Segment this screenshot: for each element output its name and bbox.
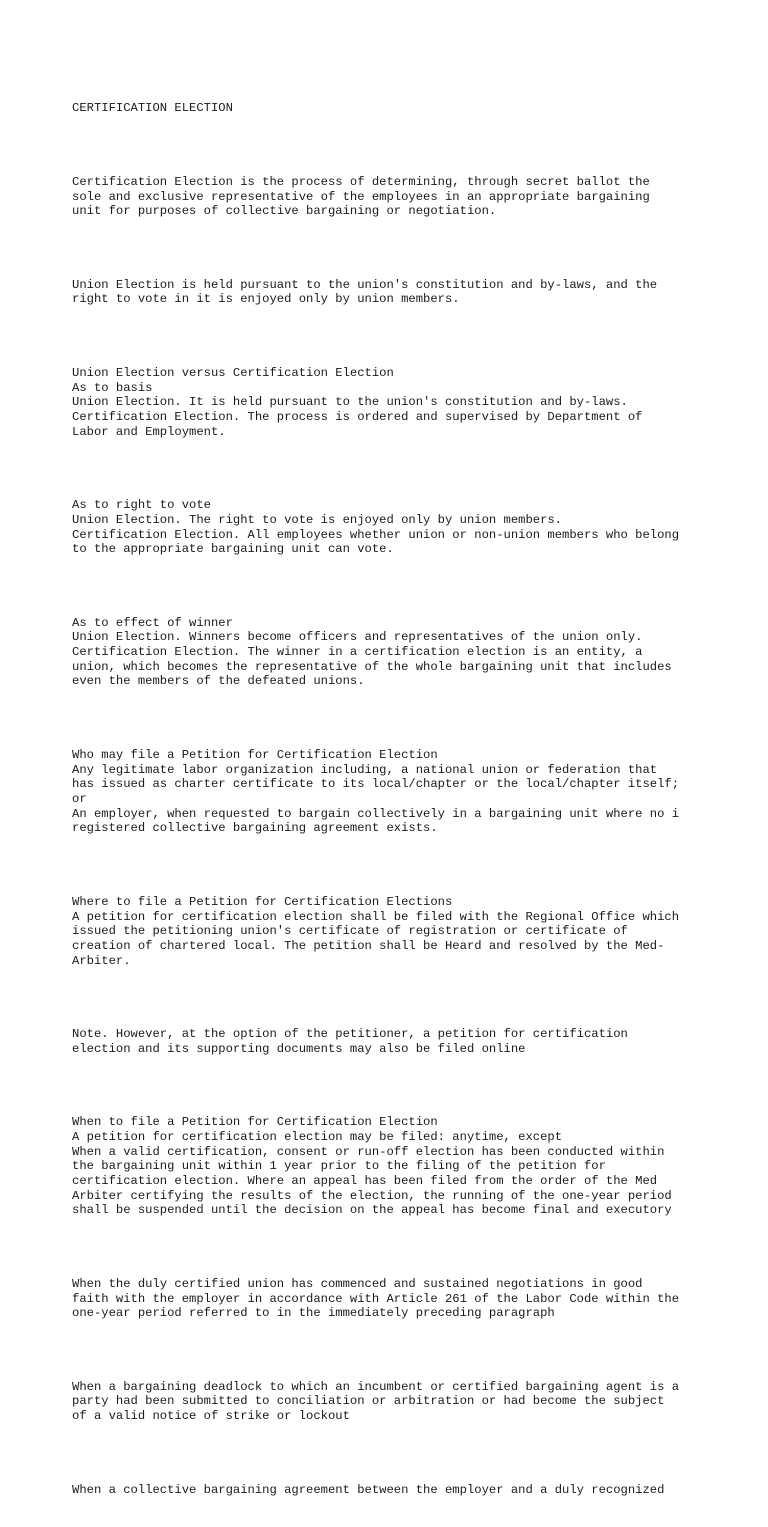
paragraph-cba [72,1483,762,1498]
section-heading: Where to file a Petition for Certification Elections [72,894,453,909]
text-line: Certification Election. The winner in a certification election is an entity, a [72,645,643,660]
text-line: Any legitimate labor organization including, a national union or federation that [72,762,658,777]
text-line: An employer, when requested to bargain collectively in a bargaining unit where no i [72,806,680,821]
text-line: union, which becomes the representative of the whole bargaining unit that includes [72,659,672,674]
text-line: issued the petitioning union's certificate of registration or certificate of [72,924,628,939]
text-line: sole and exclusive representative of the employees in an appropriate bargaining [72,189,650,204]
section-heading: When to file a Petition for Certification Election [72,1115,438,1130]
text-line: election and its supporting documents may also be filed online [72,1041,526,1056]
text-line: Union Election. The right to vote is enjoyed only by union members. [72,512,563,527]
text-line: Certification Election. All employees whether union or non-union members who belong [72,527,680,542]
text-line: Arbiter. [72,953,131,968]
text-line: CERTIFICATION ELECTION [72,101,233,116]
text-line: has issued as charter certificate to its local/chapter or the local/chapter itself; [72,777,680,792]
paragraph-who-may-file [72,748,762,836]
paragraph-right-to-vote [72,498,762,557]
text-line: of a valid notice of strike or lockout [72,1409,350,1424]
text-line: party had been submitted to conciliation or arbitration or had become the subject [72,1394,665,1409]
text-line: right to vote in it is enjoyed only by union members. [72,292,460,307]
paragraph-basis [72,366,762,439]
text-line: Arbiter certifying the results of the election, the running of the one-year period [72,1188,672,1203]
text-line: Labor and Employment. [72,424,226,439]
paragraph-negotiations [72,1277,762,1321]
text-line: Certification Election is the process of determining, through secret ballot the [72,174,650,189]
paragraph-effect-of-winner [72,616,762,689]
text-line: When a bargaining deadlock to which an incumbent or certified bargaining agent is a [72,1379,680,1394]
paragraph-note [72,1027,762,1056]
document-body [72,72,762,1527]
section-heading: Union Election versus Certification Election [72,365,394,380]
text-line: Note. However, at the option of the petitioner, a petition for certification [72,1027,628,1042]
text-line: faith with the employer in accordance with Article 261 of the Labor Code within the [72,1291,680,1306]
text-line: creation of chartered local. The petition shall be Heard and resolved by the Med- [72,938,665,953]
paragraph-union-election [72,278,762,307]
text-line: Union Election is held pursuant to the union's constitution and by-laws, and the [72,277,658,292]
text-line: When a valid certification, consent or run-off election has been conducted within [72,1144,665,1159]
text-line: even the members of the defeated unions. [72,674,365,689]
text-line: unit for purposes of collective bargaining or negotiation. [72,204,497,219]
text-line: When a collective bargaining agreement between the employer and a duly recognized [72,1482,665,1497]
section-heading: Who may file a Petition for Certification Election [72,747,438,762]
text-line: the bargaining unit within 1 year prior to the filing of the petition for [72,1159,606,1174]
document-title [72,101,762,116]
text-line: certification election. Where an appeal has been filed from the order of the Med [72,1174,658,1189]
text-line: registered collective bargaining agreement exists. [72,821,438,836]
paragraph-where-to-file [72,895,762,968]
text-line: Union Election. It is held pursuant to the union's constitution and by-laws. [72,395,628,410]
text-line: A petition for certification election may be filed: anytime, except [72,1129,563,1144]
paragraph-deadlock [72,1380,762,1424]
text-line: As to effect of winner [72,615,233,630]
text-line: A petition for certification election shall be filed with the Regional Office which [72,909,680,924]
text-line: one-year period referred to in the immediately preceding paragraph [72,1306,555,1321]
text-line: As to right to vote [72,498,211,513]
text-line: Union Election. Winners become officers and representatives of the union only. [72,630,643,645]
text-line: Certification Election. The process is ordered and supervised by Department of [72,409,643,424]
paragraph-definition [72,175,762,219]
text-line: or [72,792,87,806]
text-line: to the appropriate bargaining unit can vote. [72,542,394,557]
text-line: As to basis [72,380,153,395]
text-line: When the duly certified union has commenced and sustained negotiations in good [72,1276,643,1291]
paragraph-when-to-file [72,1115,762,1218]
text-line: shall be suspended until the decision on the appeal has become final and executory [72,1203,672,1218]
